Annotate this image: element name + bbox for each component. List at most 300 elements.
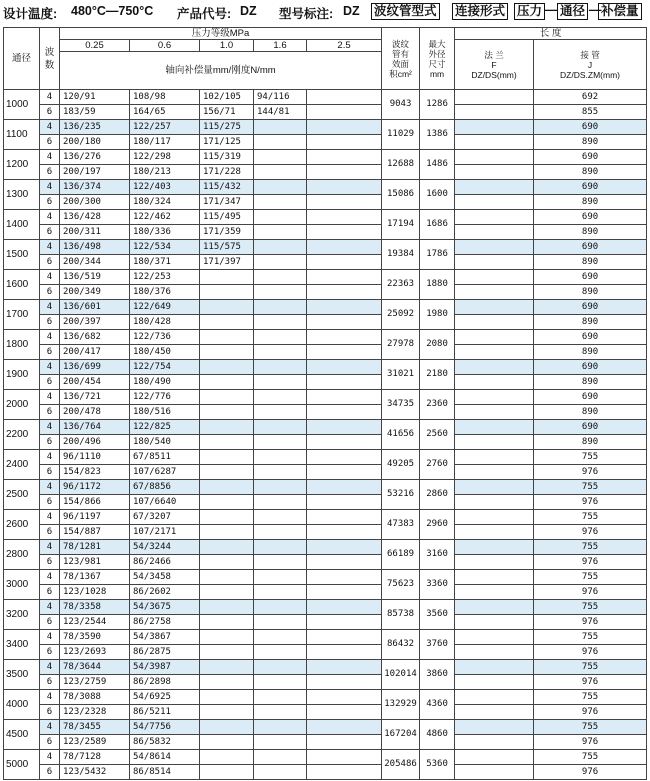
compensation-cell	[307, 240, 382, 255]
wave-count-cell: 4	[40, 300, 60, 315]
compensation-cell	[307, 480, 382, 495]
flange-length-cell	[455, 225, 534, 240]
compensation-cell	[307, 720, 382, 735]
table-row	[4, 255, 647, 270]
compensation-cell	[254, 690, 307, 705]
nominal-diameter-cell: 1800	[4, 330, 40, 360]
outer-diameter-cell: 2960	[420, 510, 455, 540]
effective-area-cell: 31021	[382, 360, 420, 390]
compensation-cell	[200, 435, 254, 450]
table-row	[4, 615, 647, 630]
wave-count-cell: 4	[40, 150, 60, 165]
compensation-cell	[307, 150, 382, 165]
flange-length-cell	[455, 135, 534, 150]
nominal-diameter-cell: 2600	[4, 510, 40, 540]
compensation-cell: 115/432	[200, 180, 254, 195]
compensation-cell	[307, 585, 382, 600]
flange-length-cell	[455, 210, 534, 225]
compensation-cell	[254, 495, 307, 510]
compensation-cell: 171/397	[200, 255, 254, 270]
compensation-cell: 96/1172	[60, 480, 130, 495]
compensation-cell: 156/71	[200, 105, 254, 120]
flange-length-cell	[455, 750, 534, 765]
effective-area-cell: 34735	[382, 390, 420, 420]
compensation-cell: 144/81	[254, 105, 307, 120]
outer-diameter-cell: 3560	[420, 600, 455, 630]
nominal-diameter-cell: 1100	[4, 120, 40, 150]
compensation-cell: 136/235	[60, 120, 130, 135]
pipe-length-cell: 755	[534, 660, 647, 675]
compensation-cell	[307, 330, 382, 345]
compensation-cell	[307, 630, 382, 645]
flange-length-cell	[455, 150, 534, 165]
effective-area-cell: 9043	[382, 90, 420, 120]
nominal-diameter-cell: 1200	[4, 150, 40, 180]
compensation-box: 补偿量	[598, 3, 642, 20]
flange-length-cell	[455, 480, 534, 495]
compensation-cell: 120/91	[60, 90, 130, 105]
wave-count-cell: 4	[40, 330, 60, 345]
wave-count-cell: 4	[40, 630, 60, 645]
compensation-cell: 54/8614	[130, 750, 200, 765]
compensation-cell	[254, 615, 307, 630]
compensation-cell	[307, 465, 382, 480]
table-row	[4, 750, 647, 765]
pipe-length-cell: 890	[534, 135, 647, 150]
flange-length-cell	[455, 240, 534, 255]
compensation-cell: 78/7128	[60, 750, 130, 765]
outer-diameter-cell: 2360	[420, 390, 455, 420]
flange-length-cell	[455, 375, 534, 390]
compensation-cell	[200, 270, 254, 285]
compensation-cell: 136/428	[60, 210, 130, 225]
table-row	[4, 180, 647, 195]
wave-count-cell: 6	[40, 465, 60, 480]
compensation-cell	[307, 405, 382, 420]
table-row	[4, 525, 647, 540]
pipe-length-cell: 755	[534, 600, 647, 615]
compensation-cell	[200, 705, 254, 720]
effective-area-cell: 102014	[382, 660, 420, 690]
compensation-cell	[254, 165, 307, 180]
outer-diameter-cell: 3360	[420, 570, 455, 600]
compensation-cell	[254, 585, 307, 600]
table-row	[4, 285, 647, 300]
wave-count-cell: 6	[40, 165, 60, 180]
pipe-length-cell: 976	[534, 495, 647, 510]
pipe-length-cell: 690	[534, 270, 647, 285]
col-length: 长 度	[455, 28, 647, 40]
compensation-cell	[200, 420, 254, 435]
compensation-cell: 136/276	[60, 150, 130, 165]
compensation-cell: 67/8856	[130, 480, 200, 495]
flange-length-cell	[455, 600, 534, 615]
table-row	[4, 510, 647, 525]
outer-diameter-cell: 1386	[420, 120, 455, 150]
pipe-length-cell: 890	[534, 165, 647, 180]
compensation-cell	[254, 480, 307, 495]
compensation-cell: 200/397	[60, 315, 130, 330]
compensation-cell	[307, 420, 382, 435]
compensation-cell	[200, 330, 254, 345]
compensation-cell: 180/428	[130, 315, 200, 330]
flange-length-cell	[455, 315, 534, 330]
compensation-cell	[254, 345, 307, 360]
wave-count-cell: 6	[40, 675, 60, 690]
compensation-cell	[307, 90, 382, 105]
effective-area-cell: 27978	[382, 330, 420, 360]
pipe-length-cell: 976	[534, 465, 647, 480]
effective-area-cell: 11029	[382, 120, 420, 150]
table-row	[4, 225, 647, 240]
compensation-cell: 123/5432	[60, 765, 130, 780]
table-row	[4, 765, 647, 780]
wave-count-cell: 6	[40, 435, 60, 450]
pipe-length-cell: 976	[534, 585, 647, 600]
table-row	[4, 540, 647, 555]
pipe-length-cell: 890	[534, 285, 647, 300]
flange-length-cell	[455, 630, 534, 645]
compensation-cell	[254, 555, 307, 570]
table-row	[4, 660, 647, 675]
pipe-length-cell: 690	[534, 330, 647, 345]
compensation-cell: 136/519	[60, 270, 130, 285]
flange-length-cell	[455, 270, 534, 285]
compensation-cell: 108/98	[130, 90, 200, 105]
nominal-diameter-cell: 2800	[4, 540, 40, 570]
col-wave-count: 波 数	[40, 28, 60, 90]
col-pressure-0-6: 0.6	[130, 40, 200, 52]
compensation-cell: 180/324	[130, 195, 200, 210]
effective-area-cell: 41656	[382, 420, 420, 450]
outer-diameter-cell: 1880	[420, 270, 455, 300]
nominal-diameter-cell: 5000	[4, 750, 40, 780]
flange-length-cell	[455, 285, 534, 300]
pipe-length-cell: 690	[534, 210, 647, 225]
bellows-spec-table	[3, 27, 647, 780]
compensation-cell: 78/3358	[60, 600, 130, 615]
flange-length-cell	[455, 465, 534, 480]
compensation-cell	[254, 540, 307, 555]
compensation-cell: 78/1367	[60, 570, 130, 585]
compensation-cell: 54/3867	[130, 630, 200, 645]
compensation-cell: 200/454	[60, 375, 130, 390]
pipe-length-cell: 755	[534, 690, 647, 705]
pipe-length-cell: 890	[534, 225, 647, 240]
compensation-cell	[307, 615, 382, 630]
flange-length-cell	[455, 90, 534, 105]
compensation-cell: 154/823	[60, 465, 130, 480]
compensation-cell: 123/1028	[60, 585, 130, 600]
compensation-cell	[307, 495, 382, 510]
compensation-cell: 136/721	[60, 390, 130, 405]
wave-count-cell: 6	[40, 375, 60, 390]
flange-length-cell	[455, 360, 534, 375]
compensation-cell	[307, 765, 382, 780]
table-row	[4, 735, 647, 750]
compensation-cell	[307, 360, 382, 375]
design-temp-value: 480°C—750°C	[71, 4, 154, 18]
table-row	[4, 135, 647, 150]
pipe-length-cell: 755	[534, 480, 647, 495]
table-row	[4, 165, 647, 180]
wave-count-cell: 6	[40, 255, 60, 270]
pipe-length-cell: 976	[534, 675, 647, 690]
flange-length-cell	[455, 405, 534, 420]
compensation-cell: 78/1281	[60, 540, 130, 555]
spec-header	[0, 0, 650, 26]
nominal-diameter-cell: 1900	[4, 360, 40, 390]
compensation-cell	[254, 285, 307, 300]
compensation-cell	[254, 660, 307, 675]
compensation-cell: 86/2898	[130, 675, 200, 690]
table-row	[4, 705, 647, 720]
table-row	[4, 720, 647, 735]
compensation-cell	[254, 465, 307, 480]
compensation-cell	[307, 705, 382, 720]
wave-count-cell: 6	[40, 555, 60, 570]
compensation-cell	[307, 375, 382, 390]
compensation-cell: 180/117	[130, 135, 200, 150]
nominal-diameter-cell: 3000	[4, 570, 40, 600]
compensation-cell: 54/3675	[130, 600, 200, 615]
flange-length-cell	[455, 120, 534, 135]
compensation-cell: 200/311	[60, 225, 130, 240]
col-axial-compensation: 轴向补偿量mm/刚度N/mm	[60, 52, 382, 90]
compensation-cell: 180/450	[130, 345, 200, 360]
compensation-cell: 123/2759	[60, 675, 130, 690]
compensation-cell: 78/3455	[60, 720, 130, 735]
pipe-length-cell: 755	[534, 540, 647, 555]
compensation-cell: 107/2171	[130, 525, 200, 540]
compensation-cell: 115/495	[200, 210, 254, 225]
compensation-cell	[254, 135, 307, 150]
compensation-cell	[254, 375, 307, 390]
compensation-cell	[307, 435, 382, 450]
compensation-cell	[254, 180, 307, 195]
compensation-cell	[254, 405, 307, 420]
compensation-cell	[307, 165, 382, 180]
compensation-cell: 78/3088	[60, 690, 130, 705]
compensation-cell	[307, 345, 382, 360]
compensation-cell	[200, 495, 254, 510]
compensation-cell	[254, 675, 307, 690]
flange-length-cell	[455, 720, 534, 735]
effective-area-cell: 47383	[382, 510, 420, 540]
table-row	[4, 480, 647, 495]
flange-length-cell	[455, 255, 534, 270]
compensation-cell	[307, 270, 382, 285]
compensation-cell: 123/2693	[60, 645, 130, 660]
compensation-cell	[200, 390, 254, 405]
compensation-cell: 123/2328	[60, 705, 130, 720]
wave-count-cell: 4	[40, 240, 60, 255]
compensation-cell: 123/2544	[60, 615, 130, 630]
compensation-cell: 180/213	[130, 165, 200, 180]
compensation-cell	[254, 720, 307, 735]
compensation-cell: 136/682	[60, 330, 130, 345]
compensation-cell	[307, 210, 382, 225]
effective-area-cell: 132929	[382, 690, 420, 720]
pipe-length-cell: 690	[534, 420, 647, 435]
outer-diameter-cell: 3760	[420, 630, 455, 660]
compensation-cell	[307, 690, 382, 705]
effective-area-cell: 85738	[382, 600, 420, 630]
outer-diameter-cell: 4360	[420, 690, 455, 720]
pipe-length-cell: 976	[534, 615, 647, 630]
compensation-cell	[307, 450, 382, 465]
compensation-cell: 86/5832	[130, 735, 200, 750]
compensation-cell	[200, 525, 254, 540]
compensation-cell	[254, 765, 307, 780]
compensation-cell	[254, 195, 307, 210]
wave-count-cell: 6	[40, 645, 60, 660]
compensation-cell: 136/374	[60, 180, 130, 195]
compensation-cell: 78/3644	[60, 660, 130, 675]
compensation-cell: 136/699	[60, 360, 130, 375]
wave-count-cell: 6	[40, 705, 60, 720]
compensation-cell	[200, 480, 254, 495]
nominal-diameter-cell: 1500	[4, 240, 40, 270]
pipe-length-cell: 690	[534, 150, 647, 165]
flange-length-cell	[455, 615, 534, 630]
col-pressure-0-25: 0.25	[60, 40, 130, 52]
pipe-length-cell: 755	[534, 570, 647, 585]
compensation-cell	[307, 525, 382, 540]
compensation-cell	[307, 600, 382, 615]
pipe-length-cell: 976	[534, 735, 647, 750]
outer-diameter-cell: 2860	[420, 480, 455, 510]
flange-length-cell	[455, 555, 534, 570]
compensation-cell	[200, 375, 254, 390]
table-row	[4, 195, 647, 210]
separator-dash: —	[545, 3, 558, 17]
outer-diameter-cell: 1786	[420, 240, 455, 270]
compensation-cell: 122/649	[130, 300, 200, 315]
nominal-diameter-cell: 2000	[4, 390, 40, 420]
compensation-cell	[307, 300, 382, 315]
col-pressure-class: 压力等级MPa	[60, 28, 382, 40]
wave-count-cell: 4	[40, 90, 60, 105]
flange-length-cell	[455, 585, 534, 600]
compensation-cell: 107/6287	[130, 465, 200, 480]
compensation-cell: 171/359	[200, 225, 254, 240]
outer-diameter-cell: 1600	[420, 180, 455, 210]
outer-diameter-cell: 2180	[420, 360, 455, 390]
compensation-cell: 154/866	[60, 495, 130, 510]
outer-diameter-cell: 1286	[420, 90, 455, 120]
pipe-length-cell: 890	[534, 345, 647, 360]
compensation-cell: 86/5211	[130, 705, 200, 720]
compensation-cell: 200/300	[60, 195, 130, 210]
compensation-cell	[254, 360, 307, 375]
nominal-diameter-cell: 4500	[4, 720, 40, 750]
wave-count-cell: 4	[40, 750, 60, 765]
wave-count-cell: 4	[40, 660, 60, 675]
table-row	[4, 105, 647, 120]
wave-count-cell: 6	[40, 585, 60, 600]
table-row	[4, 690, 647, 705]
table-row	[4, 210, 647, 225]
compensation-cell	[200, 540, 254, 555]
compensation-cell: 123/2589	[60, 735, 130, 750]
effective-area-cell: 12688	[382, 150, 420, 180]
compensation-cell	[254, 525, 307, 540]
compensation-cell: 67/8511	[130, 450, 200, 465]
compensation-cell	[200, 720, 254, 735]
compensation-cell	[200, 735, 254, 750]
compensation-cell	[307, 285, 382, 300]
compensation-cell	[254, 225, 307, 240]
wave-count-cell: 4	[40, 390, 60, 405]
col-nominal-diameter: 通径	[4, 28, 40, 90]
compensation-cell	[200, 690, 254, 705]
table-row	[4, 450, 647, 465]
pipe-length-cell: 692	[534, 90, 647, 105]
compensation-cell: 122/462	[130, 210, 200, 225]
compensation-cell	[307, 735, 382, 750]
model-label: 型号标注:	[279, 7, 334, 21]
compensation-cell	[254, 120, 307, 135]
compensation-cell: 122/754	[130, 360, 200, 375]
table-row	[4, 570, 647, 585]
compensation-cell: 200/417	[60, 345, 130, 360]
pipe-length-cell: 755	[534, 450, 647, 465]
compensation-cell	[307, 660, 382, 675]
compensation-cell: 122/736	[130, 330, 200, 345]
compensation-cell: 54/3987	[130, 660, 200, 675]
nominal-diameter-cell: 1600	[4, 270, 40, 300]
flange-length-cell	[455, 645, 534, 660]
compensation-cell	[254, 270, 307, 285]
flange-length-cell	[455, 705, 534, 720]
compensation-cell: 171/125	[200, 135, 254, 150]
compensation-cell: 200/496	[60, 435, 130, 450]
compensation-cell: 122/534	[130, 240, 200, 255]
pipe-length-cell: 890	[534, 255, 647, 270]
table-row	[4, 240, 647, 255]
nominal-diameter-cell: 1300	[4, 180, 40, 210]
compensation-cell	[254, 150, 307, 165]
flange-length-cell	[455, 180, 534, 195]
effective-area-cell: 75623	[382, 570, 420, 600]
compensation-cell: 180/490	[130, 375, 200, 390]
effective-area-cell: 53216	[382, 480, 420, 510]
compensation-cell	[200, 645, 254, 660]
table-row	[4, 630, 647, 645]
effective-area-cell: 17194	[382, 210, 420, 240]
table-row	[4, 420, 647, 435]
wave-count-cell: 6	[40, 495, 60, 510]
outer-diameter-cell: 1686	[420, 210, 455, 240]
pipe-length-cell: 890	[534, 435, 647, 450]
wave-count-cell: 6	[40, 135, 60, 150]
col-pressure-1-0: 1.0	[200, 40, 254, 52]
compensation-cell	[307, 675, 382, 690]
flange-length-cell	[455, 660, 534, 675]
wave-count-cell: 4	[40, 360, 60, 375]
compensation-cell	[307, 645, 382, 660]
compensation-cell	[254, 315, 307, 330]
nominal-diameter-cell: 2400	[4, 450, 40, 480]
nominal-diameter-box: 通径	[557, 3, 588, 20]
wave-count-cell: 4	[40, 720, 60, 735]
flange-length-cell	[455, 525, 534, 540]
flange-length-cell	[455, 540, 534, 555]
compensation-cell: 136/764	[60, 420, 130, 435]
compensation-cell: 86/2758	[130, 615, 200, 630]
outer-diameter-cell: 2080	[420, 330, 455, 360]
